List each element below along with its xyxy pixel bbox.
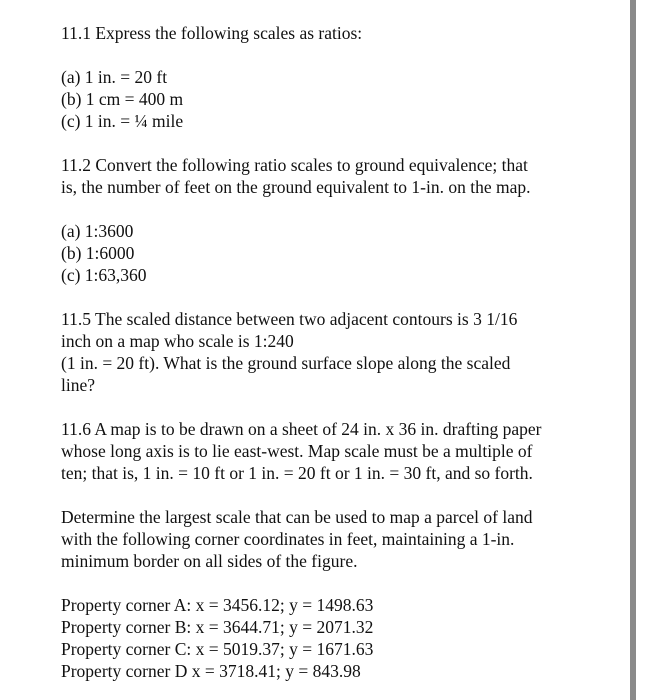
problem-11-2-item-a: (a) 1:3600 xyxy=(61,221,134,241)
problem-11-6-line-2: whose long axis is to lie east-west. Map scale must be a multiple of xyxy=(61,441,533,461)
spacer xyxy=(61,286,606,308)
problem-11-1-item-c: (c) 1 in. = ¼ mile xyxy=(61,111,184,131)
spacer xyxy=(61,132,606,154)
problem-11-2-line-1: 11.2 Convert the following ratio scales to ground equivalence; that xyxy=(61,155,528,175)
problem-11-5-line-2: inch on a map who scale is 1:240 xyxy=(61,331,294,351)
problem-11-6-determine-line-1: Determine the largest scale that can be used to map a parcel of land xyxy=(61,507,533,527)
page-edge-divider xyxy=(630,0,636,700)
spacer xyxy=(61,484,606,506)
problem-11-2-item-b: (b) 1:6000 xyxy=(61,243,135,263)
problem-11-6-determine-line-2: with the following corner coordinates in feet, maintaining a 1-in. xyxy=(61,529,515,549)
problem-11-1-item-a: (a) 1 in. = 20 ft xyxy=(61,67,168,87)
spacer xyxy=(61,198,606,220)
problem-11-5-line-4: line? xyxy=(61,375,96,395)
property-corner-b: Property corner B: x = 3644.71; y = 2071.32 xyxy=(61,617,374,637)
problem-11-5-line-3: (1 in. = 20 ft). What is the ground surface slope along the scaled xyxy=(61,353,511,373)
problem-11-6-line-1: 11.6 A map is to be drawn on a sheet of 24 in. x 36 in. drafting paper xyxy=(61,419,542,439)
spacer xyxy=(61,44,606,66)
problem-11-5-line-1: 11.5 The scaled distance between two adjacent contours is 3 1/16 xyxy=(61,309,518,329)
problem-text xyxy=(61,22,606,682)
problem-11-2-item-c: (c) 1:63,360 xyxy=(61,265,147,285)
property-corner-d: Property corner D x = 3718.41; y = 843.98 xyxy=(61,661,361,681)
spacer xyxy=(61,572,606,594)
problem-11-6-determine-line-3: minimum border on all sides of the figure. xyxy=(61,551,358,571)
property-corner-c: Property corner C: x = 5019.37; y = 1671.63 xyxy=(61,639,374,659)
problem-11-6-line-3: ten; that is, 1 in. = 10 ft or 1 in. = 20 ft or 1 in. = 30 ft, and so forth. xyxy=(61,463,533,483)
problem-11-1-title: 11.1 Express the following scales as ratios: xyxy=(61,23,363,43)
spacer xyxy=(61,396,606,418)
problem-11-2-line-2: is, the number of feet on the ground equivalent to 1-in. on the map. xyxy=(61,177,531,197)
property-corner-a: Property corner A: x = 3456.12; y = 1498.63 xyxy=(61,595,374,615)
problem-11-1-item-b: (b) 1 cm = 400 m xyxy=(61,89,184,109)
